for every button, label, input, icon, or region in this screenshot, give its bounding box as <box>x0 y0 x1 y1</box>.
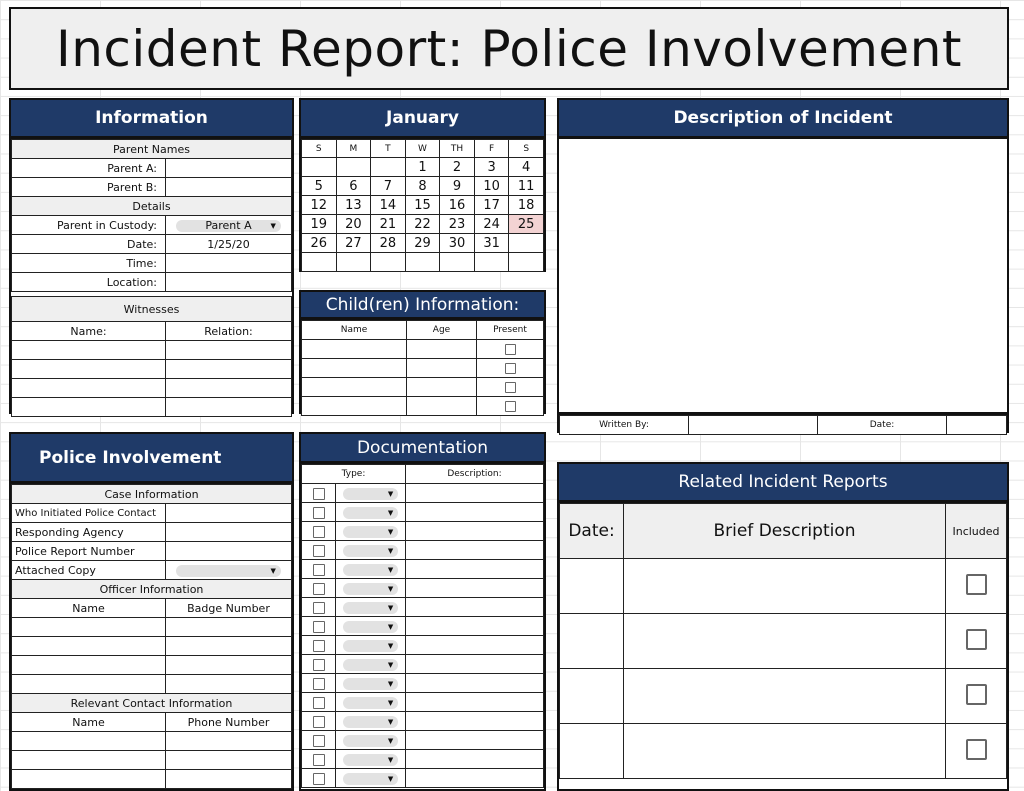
dropdown-arrow-icon: ▼ <box>387 660 394 669</box>
information-panel <box>9 137 294 414</box>
badge-number-input[interactable] <box>166 656 292 675</box>
doc-description-input[interactable] <box>406 712 544 731</box>
police-header: Police Involvement <box>9 432 294 483</box>
documentation-row <box>302 693 544 712</box>
doc-checkbox[interactable] <box>313 716 325 728</box>
dropdown-arrow-icon: ▼ <box>387 584 394 593</box>
doc-type-dropdown[interactable] <box>343 640 398 652</box>
doc-checkbox[interactable] <box>313 621 325 633</box>
calendar-day[interactable]: 20 <box>336 215 371 234</box>
child-age-input[interactable] <box>407 378 477 397</box>
doc-checkbox[interactable] <box>313 507 325 519</box>
doc-checkbox[interactable] <box>313 773 325 785</box>
doc-description-input[interactable] <box>406 541 544 560</box>
calendar-day[interactable]: 6 <box>336 177 371 196</box>
details-label: Details <box>12 197 292 216</box>
doc-type-cell <box>336 750 406 769</box>
doc-type-cell <box>336 674 406 693</box>
doc-checkbox[interactable] <box>313 735 325 747</box>
documentation-table <box>301 464 544 788</box>
child-age-input[interactable] <box>407 359 477 378</box>
description-date-input[interactable] <box>947 416 1007 435</box>
doc-type-dropdown[interactable] <box>343 697 398 709</box>
doc-description-input[interactable] <box>406 579 544 598</box>
doc-checkbox-cell <box>302 598 336 617</box>
calendar-dow-label: T <box>371 140 406 158</box>
included-checkbox[interactable] <box>966 574 987 595</box>
page-title: Incident Report: Police Involvement <box>9 7 1009 90</box>
documentation-row <box>302 579 544 598</box>
doc-checkbox-cell <box>302 522 336 541</box>
doc-description-input[interactable] <box>406 560 544 579</box>
officer-info-label: Officer Information <box>12 580 292 599</box>
documentation-row <box>302 484 544 503</box>
phone-number-input[interactable] <box>166 770 292 789</box>
doc-type-cell <box>336 484 406 503</box>
doc-type-cell <box>336 598 406 617</box>
doc-checkbox[interactable] <box>313 697 325 709</box>
calendar-day <box>371 253 406 272</box>
related-row <box>560 669 1007 724</box>
dropdown-arrow-icon: ▼ <box>387 489 394 498</box>
calendar-day[interactable]: 13 <box>336 196 371 215</box>
related-brief-input[interactable] <box>624 559 946 614</box>
documentation-row <box>302 503 544 522</box>
dropdown-arrow-icon: ▼ <box>387 546 394 555</box>
custody-dropdown[interactable] <box>176 220 281 232</box>
witness-name-input[interactable] <box>12 341 166 360</box>
calendar-day[interactable]: 22 <box>405 215 440 234</box>
doc-checkbox[interactable] <box>313 545 325 557</box>
calendar-dow-label: W <box>405 140 440 158</box>
who-initiated-input[interactable] <box>166 504 292 523</box>
doc-description-input[interactable] <box>406 769 544 788</box>
documentation-panel <box>299 462 546 791</box>
doc-checkbox[interactable] <box>313 602 325 614</box>
calendar-day[interactable]: 31 <box>474 234 509 253</box>
description-header: Description of Incident <box>557 98 1009 138</box>
documentation-row <box>302 750 544 769</box>
location-input[interactable] <box>166 273 292 292</box>
doc-checkbox-cell <box>302 750 336 769</box>
doc-checkbox[interactable] <box>313 526 325 538</box>
report-number-input[interactable] <box>166 542 292 561</box>
calendar-panel <box>299 137 546 272</box>
attached-copy-dropdown[interactable] <box>176 565 281 577</box>
custody-cell <box>166 216 292 235</box>
doc-type-cell <box>336 655 406 674</box>
doc-checkbox-cell <box>302 617 336 636</box>
who-initiated-label: Who Initiated Police Contact <box>12 504 166 523</box>
documentation-row <box>302 769 544 788</box>
documentation-row <box>302 731 544 750</box>
calendar-day[interactable]: 7 <box>371 177 406 196</box>
attached-copy-label: Attached Copy <box>12 561 166 580</box>
documentation-row <box>302 522 544 541</box>
related-row <box>560 614 1007 669</box>
location-label: Location: <box>12 273 166 292</box>
documentation-row <box>302 560 544 579</box>
calendar-day[interactable]: 4 <box>509 158 544 177</box>
witness-relation-input[interactable] <box>166 341 292 360</box>
present-checkbox[interactable] <box>505 401 516 412</box>
calendar-day <box>440 253 475 272</box>
time-input[interactable] <box>166 254 292 273</box>
doc-type-dropdown[interactable] <box>343 545 398 557</box>
dropdown-arrow-icon: ▼ <box>387 736 394 745</box>
doc-type-dropdown[interactable] <box>343 602 398 614</box>
doc-checkbox-cell <box>302 541 336 560</box>
related-brief-input[interactable] <box>624 614 946 669</box>
calendar-day <box>405 253 440 272</box>
witness-relation-label: Relation: <box>166 322 292 341</box>
doc-type-cell <box>336 579 406 598</box>
attached-copy-cell <box>166 561 292 580</box>
contact-name-label: Name <box>12 713 166 732</box>
doc-type-dropdown[interactable] <box>343 526 398 538</box>
doc-checkbox-cell <box>302 484 336 503</box>
badge-number-input[interactable] <box>166 618 292 637</box>
witness-name-label: Name: <box>12 322 166 341</box>
related-brief-col: Brief Description <box>624 504 946 559</box>
calendar-day[interactable]: 24 <box>474 215 509 234</box>
calendar-dow-label: F <box>474 140 509 158</box>
related-brief-input[interactable] <box>624 669 946 724</box>
doc-checkbox[interactable] <box>313 754 325 766</box>
child-name-input[interactable] <box>302 397 407 416</box>
phone-number-input[interactable] <box>166 751 292 770</box>
calendar-dow-label: M <box>336 140 371 158</box>
doc-checkbox[interactable] <box>313 583 325 595</box>
doc-checkbox-cell <box>302 731 336 750</box>
doc-description-input[interactable] <box>406 617 544 636</box>
dropdown-arrow-icon: ▼ <box>387 622 394 631</box>
children-present-col: Present <box>477 321 544 340</box>
witness-relation-input[interactable] <box>166 360 292 379</box>
present-checkbox[interactable] <box>505 382 516 393</box>
children-name-col: Name <box>302 321 407 340</box>
parent-b-input[interactable] <box>166 178 292 197</box>
written-by-input[interactable] <box>689 416 818 435</box>
related-included-cell <box>946 669 1007 724</box>
time-label: Time: <box>12 254 166 273</box>
custody-label: Parent in Custody: <box>12 216 166 235</box>
doc-type-cell <box>336 712 406 731</box>
calendar-day[interactable]: 1 <box>405 158 440 177</box>
doc-type-cell <box>336 731 406 750</box>
dropdown-arrow-icon: ▼ <box>387 641 394 650</box>
doc-checkbox-cell <box>302 674 336 693</box>
badge-number-input[interactable] <box>166 637 292 656</box>
documentation-row <box>302 712 544 731</box>
present-cell <box>477 378 544 397</box>
related-table <box>559 503 1007 779</box>
doc-checkbox-cell <box>302 693 336 712</box>
dropdown-arrow-icon: ▼ <box>387 679 394 688</box>
doc-description-input[interactable] <box>406 750 544 769</box>
doc-type-col: Type: <box>302 465 406 484</box>
calendar-week-row <box>302 234 544 253</box>
calendar-day[interactable]: 15 <box>405 196 440 215</box>
related-date-input[interactable] <box>560 669 624 724</box>
dropdown-arrow-icon: ▼ <box>387 698 394 707</box>
dropdown-arrow-icon: ▼ <box>387 717 394 726</box>
documentation-row <box>302 636 544 655</box>
calendar-day <box>474 253 509 272</box>
doc-type-cell <box>336 636 406 655</box>
calendar-day[interactable]: 28 <box>371 234 406 253</box>
doc-type-cell <box>336 522 406 541</box>
calendar-day[interactable]: 11 <box>509 177 544 196</box>
documentation-row <box>302 541 544 560</box>
badge-number-label: Badge Number <box>166 599 292 618</box>
included-checkbox[interactable] <box>966 739 987 760</box>
calendar-day[interactable]: 30 <box>440 234 475 253</box>
calendar-day[interactable]: 14 <box>371 196 406 215</box>
doc-checkbox[interactable] <box>313 564 325 576</box>
doc-checkbox[interactable] <box>313 678 325 690</box>
calendar-day <box>302 158 337 177</box>
parent-a-input[interactable] <box>166 159 292 178</box>
present-cell <box>477 340 544 359</box>
report-number-label: Police Report Number <box>12 542 166 561</box>
witness-name-input[interactable] <box>12 360 166 379</box>
parent-a-label: Parent A: <box>12 159 166 178</box>
doc-description-input[interactable] <box>406 693 544 712</box>
calendar-day[interactable]: 16 <box>440 196 475 215</box>
doc-checkbox-cell <box>302 579 336 598</box>
present-cell <box>477 397 544 416</box>
related-included-cell <box>946 724 1007 779</box>
doc-checkbox-cell <box>302 655 336 674</box>
witnesses-label: Witnesses <box>12 297 292 322</box>
doc-checkbox-cell <box>302 769 336 788</box>
dropdown-arrow-icon: ▼ <box>270 566 276 575</box>
related-included-cell <box>946 614 1007 669</box>
dropdown-arrow-icon: ▼ <box>387 527 394 536</box>
present-cell <box>477 359 544 378</box>
doc-description-input[interactable] <box>406 503 544 522</box>
included-checkbox[interactable] <box>966 684 987 705</box>
doc-checkbox-cell <box>302 503 336 522</box>
calendar-day <box>509 234 544 253</box>
child-name-input[interactable] <box>302 378 407 397</box>
dropdown-arrow-icon: ▼ <box>387 755 394 764</box>
doc-type-dropdown[interactable] <box>343 678 398 690</box>
case-info-label: Case Information <box>12 485 292 504</box>
officer-name-input[interactable] <box>12 618 166 637</box>
doc-type-cell <box>336 541 406 560</box>
calendar-day[interactable]: 17 <box>474 196 509 215</box>
related-row <box>560 559 1007 614</box>
child-age-input[interactable] <box>407 340 477 359</box>
phone-number-label: Phone Number <box>166 713 292 732</box>
calendar-day[interactable]: 23 <box>440 215 475 234</box>
calendar-week-row <box>302 253 544 272</box>
doc-type-dropdown[interactable] <box>343 735 398 747</box>
present-checkbox[interactable] <box>505 344 516 355</box>
calendar-day[interactable]: 8 <box>405 177 440 196</box>
witness-relation-input[interactable] <box>166 398 292 417</box>
calendar-day[interactable]: 26 <box>302 234 337 253</box>
documentation-row <box>302 598 544 617</box>
documentation-row <box>302 655 544 674</box>
doc-description-input[interactable] <box>406 636 544 655</box>
doc-checkbox-cell <box>302 560 336 579</box>
doc-description-input[interactable] <box>406 655 544 674</box>
children-table <box>301 320 544 416</box>
doc-description-input[interactable] <box>406 674 544 693</box>
doc-type-dropdown[interactable] <box>343 659 398 671</box>
calendar-day[interactable]: 21 <box>371 215 406 234</box>
dropdown-arrow-icon: ▼ <box>387 774 394 783</box>
related-date-input[interactable] <box>560 614 624 669</box>
doc-checkbox[interactable] <box>313 659 325 671</box>
calendar-dow-row <box>302 140 544 158</box>
calendar-dow-label: S <box>509 140 544 158</box>
doc-type-dropdown[interactable] <box>343 773 398 785</box>
doc-description-input[interactable] <box>406 522 544 541</box>
doc-description-col: Description: <box>406 465 544 484</box>
calendar-week-row <box>302 215 544 234</box>
parent-names-label: Parent Names <box>12 140 292 159</box>
related-brief-input[interactable] <box>624 724 946 779</box>
responding-agency-label: Responding Agency <box>12 523 166 542</box>
included-checkbox[interactable] <box>966 629 987 650</box>
calendar-day[interactable]: 25 <box>509 215 544 234</box>
written-by-label: Written By: <box>560 416 689 435</box>
witness-name-input[interactable] <box>12 398 166 417</box>
related-included-cell <box>946 559 1007 614</box>
dropdown-arrow-icon: ▼ <box>387 508 394 517</box>
calendar-week-row <box>302 196 544 215</box>
doc-type-cell <box>336 560 406 579</box>
child-name-input[interactable] <box>302 359 407 378</box>
contact-name-input[interactable] <box>12 751 166 770</box>
doc-type-dropdown[interactable] <box>343 621 398 633</box>
police-panel <box>9 482 294 791</box>
calendar-day[interactable]: 27 <box>336 234 371 253</box>
custody-value: Parent A <box>205 218 252 232</box>
doc-type-cell <box>336 769 406 788</box>
information-table <box>11 139 292 417</box>
related-panel <box>557 501 1009 791</box>
badge-number-input[interactable] <box>166 675 292 694</box>
related-date-col: Date: <box>560 504 624 559</box>
related-date-input[interactable] <box>560 724 624 779</box>
related-included-col: Included <box>946 504 1007 559</box>
contact-name-input[interactable] <box>12 732 166 751</box>
calendar-day <box>371 158 406 177</box>
calendar-week-row <box>302 177 544 196</box>
dropdown-arrow-icon: ▼ <box>270 221 276 230</box>
date-label: Date: <box>12 235 166 254</box>
doc-checkbox[interactable] <box>313 488 325 500</box>
children-panel <box>299 318 546 414</box>
witness-relation-input[interactable] <box>166 379 292 398</box>
responding-agency-input[interactable] <box>166 523 292 542</box>
calendar-week-row <box>302 158 544 177</box>
doc-type-cell <box>336 617 406 636</box>
present-checkbox[interactable] <box>505 363 516 374</box>
calendar-dow-label: S <box>302 140 337 158</box>
doc-type-cell <box>336 693 406 712</box>
related-date-input[interactable] <box>560 559 624 614</box>
calendar-day[interactable]: 10 <box>474 177 509 196</box>
calendar-day[interactable]: 3 <box>474 158 509 177</box>
children-header: Child(ren) Information: <box>299 290 546 319</box>
doc-type-dropdown[interactable] <box>343 754 398 766</box>
calendar-day[interactable]: 18 <box>509 196 544 215</box>
officer-name-input[interactable] <box>12 637 166 656</box>
calendar-day <box>336 158 371 177</box>
documentation-row <box>302 617 544 636</box>
relevant-contact-label: Relevant Contact Information <box>12 694 292 713</box>
children-age-col: Age <box>407 321 477 340</box>
officer-name-label: Name <box>12 599 166 618</box>
police-table <box>11 484 292 789</box>
description-footer-table <box>559 415 1007 435</box>
description-textarea[interactable] <box>557 137 1009 414</box>
calendar-grid <box>301 139 544 272</box>
child-name-input[interactable] <box>302 340 407 359</box>
doc-type-cell <box>336 503 406 522</box>
calendar-day[interactable]: 12 <box>302 196 337 215</box>
calendar-day <box>336 253 371 272</box>
parent-b-label: Parent B: <box>12 178 166 197</box>
related-row <box>560 724 1007 779</box>
officer-name-input[interactable] <box>12 656 166 675</box>
doc-checkbox[interactable] <box>313 640 325 652</box>
doc-type-dropdown[interactable] <box>343 488 398 500</box>
calendar-day[interactable]: 9 <box>440 177 475 196</box>
related-header: Related Incident Reports <box>557 462 1009 502</box>
witness-name-input[interactable] <box>12 379 166 398</box>
calendar-dow-label: TH <box>440 140 475 158</box>
calendar-day[interactable]: 5 <box>302 177 337 196</box>
doc-description-input[interactable] <box>406 731 544 750</box>
calendar-day <box>509 253 544 272</box>
doc-description-input[interactable] <box>406 598 544 617</box>
documentation-header: Documentation <box>299 432 546 463</box>
doc-type-dropdown[interactable] <box>343 507 398 519</box>
dropdown-arrow-icon: ▼ <box>387 603 394 612</box>
doc-type-dropdown[interactable] <box>343 716 398 728</box>
description-footer <box>557 413 1009 433</box>
calendar-header: January <box>299 98 546 138</box>
date-input[interactable]: 1/25/20 <box>166 235 292 254</box>
doc-description-input[interactable] <box>406 484 544 503</box>
description-date-label: Date: <box>818 416 947 435</box>
calendar-day[interactable]: 19 <box>302 215 337 234</box>
officer-name-input[interactable] <box>12 675 166 694</box>
phone-number-input[interactable] <box>166 732 292 751</box>
information-header: Information <box>9 98 294 138</box>
documentation-row <box>302 674 544 693</box>
doc-type-dropdown[interactable] <box>343 564 398 576</box>
doc-type-dropdown[interactable] <box>343 583 398 595</box>
calendar-day[interactable]: 29 <box>405 234 440 253</box>
calendar-day <box>302 253 337 272</box>
dropdown-arrow-icon: ▼ <box>387 565 394 574</box>
contact-name-input[interactable] <box>12 770 166 789</box>
doc-checkbox-cell <box>302 712 336 731</box>
child-age-input[interactable] <box>407 397 477 416</box>
calendar-day[interactable]: 2 <box>440 158 475 177</box>
doc-checkbox-cell <box>302 636 336 655</box>
